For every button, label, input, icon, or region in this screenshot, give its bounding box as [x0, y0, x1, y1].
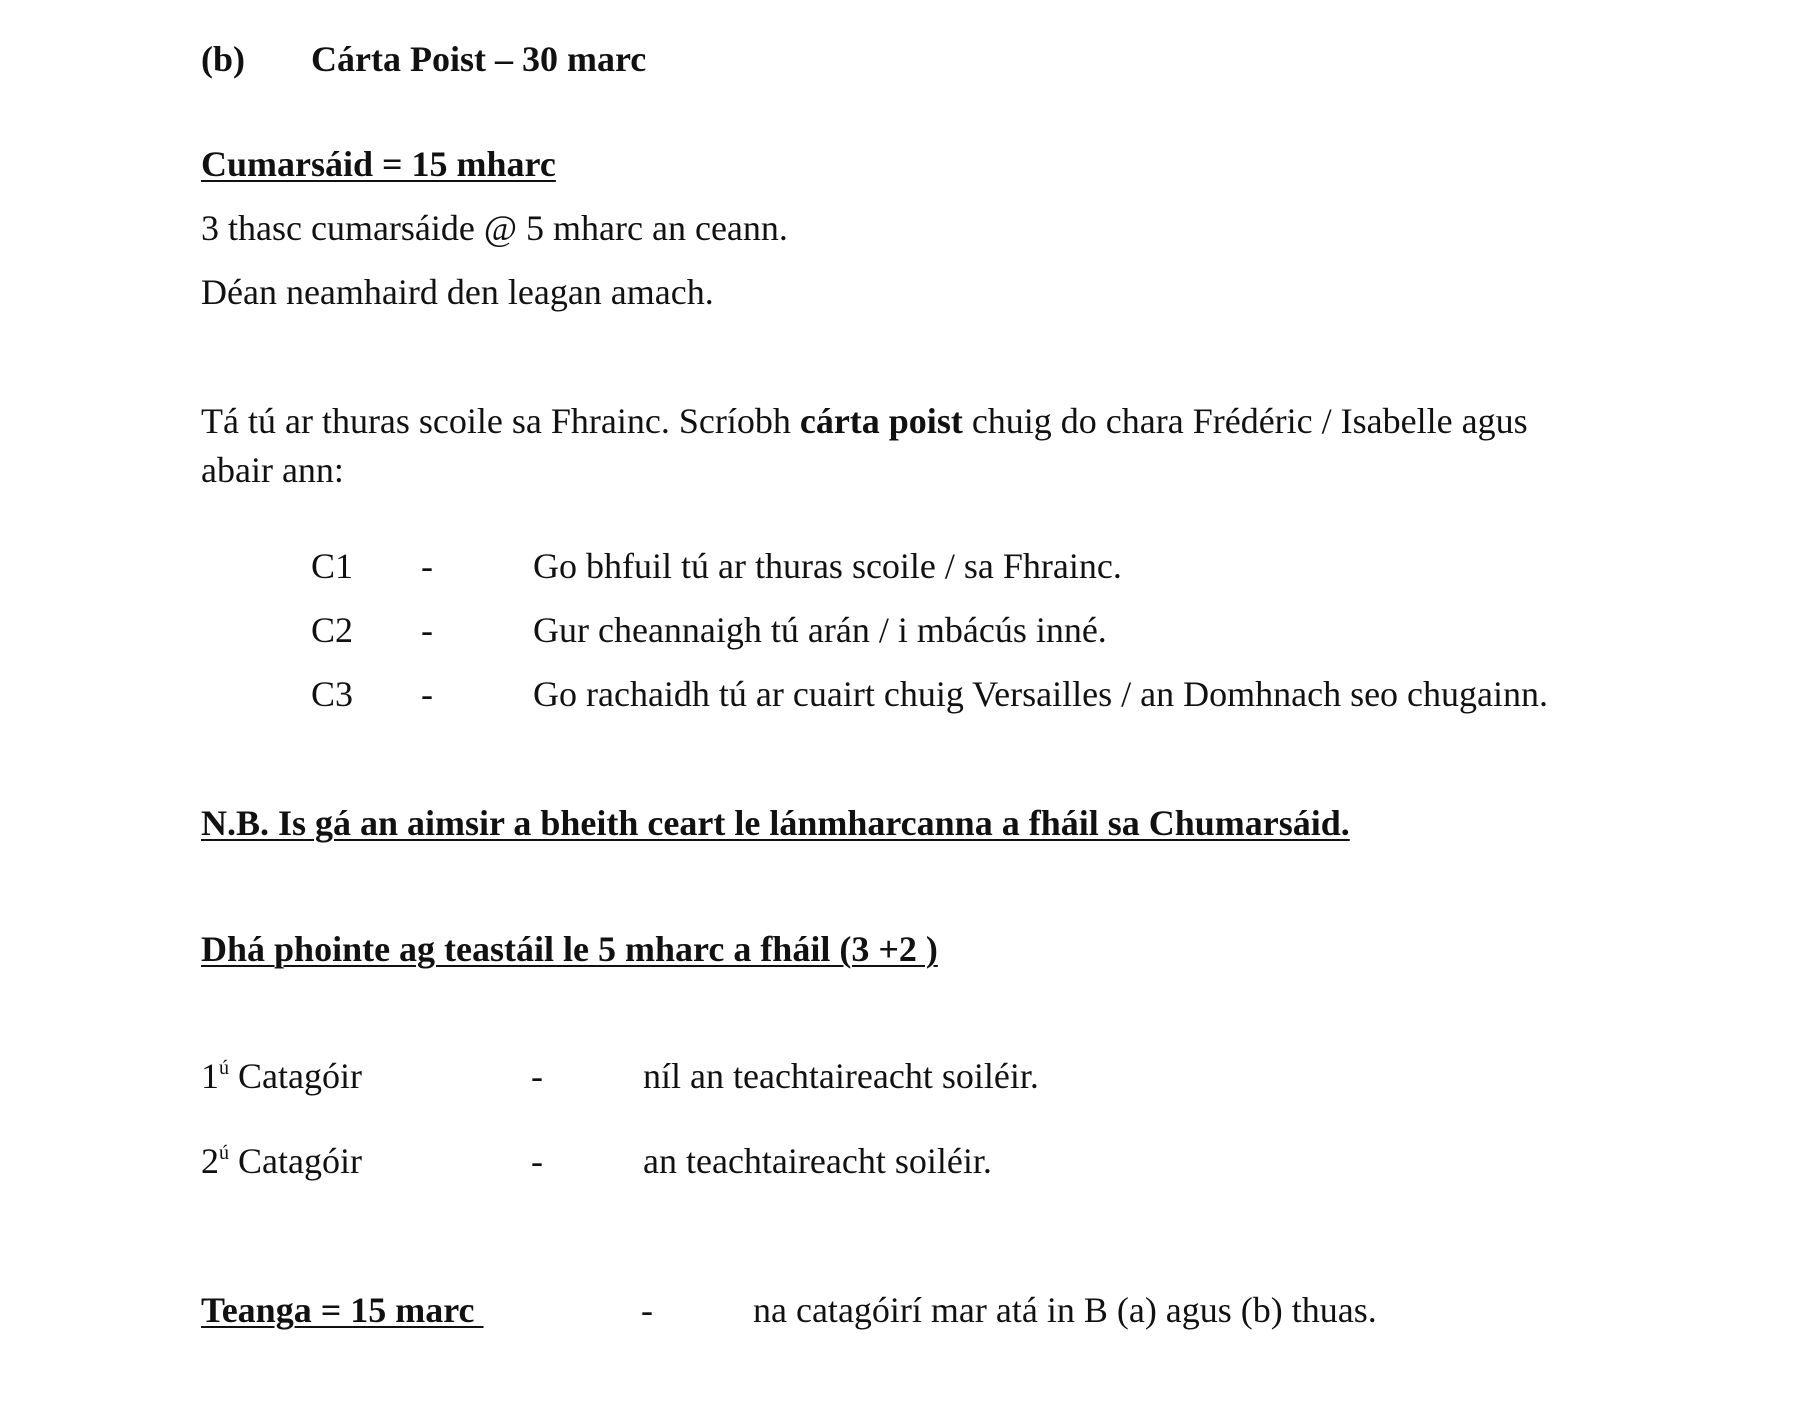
item-dash: -	[421, 674, 433, 714]
item-dash: -	[421, 610, 433, 650]
teanga-text: na catagóirí mar atá in B (a) agus (b) thuas.	[753, 1290, 1377, 1330]
section-title: Cárta Poist – 30 marc	[311, 39, 647, 79]
category-ordinal: ú	[219, 1142, 229, 1164]
category-word: Catagóir	[238, 1141, 362, 1181]
item-code: C2	[311, 610, 354, 650]
category-dash: -	[531, 1141, 543, 1181]
teanga-heading: Teanga = 15 marc	[201, 1290, 484, 1330]
task-paragraph	[201, 397, 1581, 495]
cumarsaid-line-2: Déan neamhaird den leagan amach.	[201, 272, 714, 312]
item-dash: -	[421, 546, 433, 586]
category-label	[201, 1140, 362, 1183]
section-label: (b)	[201, 39, 245, 79]
category-text: an teachtaireacht soiléir.	[643, 1141, 992, 1181]
category-number: 2	[201, 1141, 219, 1181]
cumarsaid-line-1: 3 thasc cumarsáide @ 5 mharc an ceann.	[201, 208, 788, 248]
category-text: níl an teachtaireacht soiléir.	[643, 1056, 1039, 1096]
item-code: C1	[311, 546, 354, 586]
task-text-before: Tá tú ar thuras scoile sa Fhrainc. Scríobh	[201, 401, 800, 441]
item-text: Go rachaidh tú ar cuairt chuig Versailles / an Domhnach seo chugainn.	[533, 674, 1549, 714]
category-ordinal: ú	[219, 1057, 229, 1079]
category-label	[201, 1055, 362, 1098]
task-text-bold: cárta poist	[799, 401, 963, 441]
cumarsaid-heading: Cumarsáid = 15 mharc	[201, 144, 556, 184]
points-heading: Dhá phointe ag teastáil le 5 mharc a fháil (3 +2 )	[201, 929, 938, 969]
category-number: 1	[201, 1056, 219, 1096]
nb-note: N.B. Is gá an aimsir a bheith ceart le lánmharcanna a fháil sa Chumarsáid.	[201, 803, 1350, 843]
task-text-after: chuig do chara Frédéric / Isabelle agus abair ann:	[201, 401, 1528, 490]
item-code: C3	[311, 674, 354, 714]
category-dash: -	[531, 1056, 543, 1096]
category-word: Catagóir	[238, 1056, 362, 1096]
item-text: Gur cheannaigh tú arán / i mbácús inné.	[533, 610, 1107, 650]
teanga-dash: -	[641, 1290, 653, 1330]
item-text: Go bhfuil tú ar thuras scoile / sa Fhrainc.	[533, 546, 1122, 586]
